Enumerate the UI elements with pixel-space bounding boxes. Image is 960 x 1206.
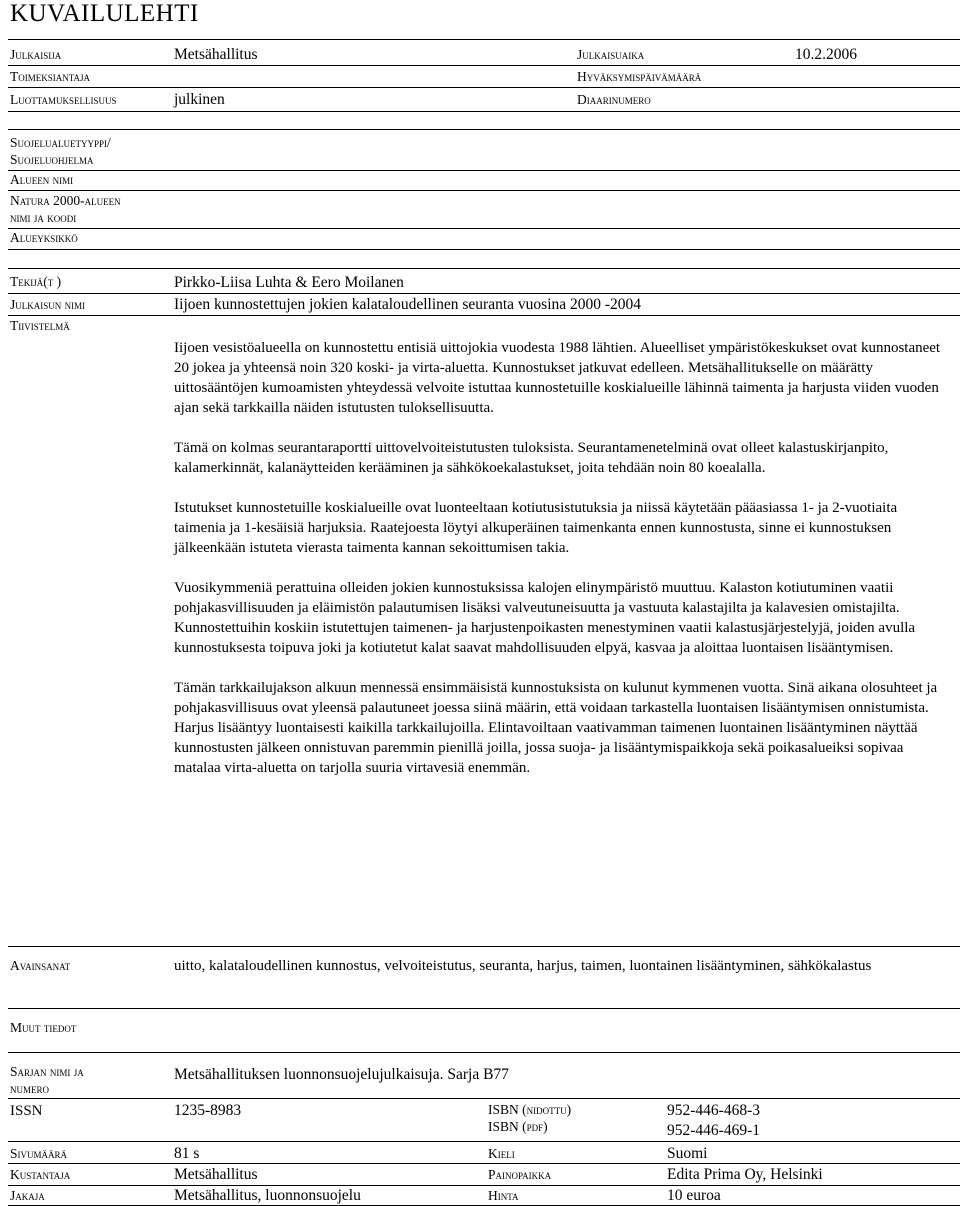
tekija-value: Pirkko-Liisa Luhta & Eero Moilanen (174, 274, 404, 291)
isbn-nidottu-label: ISBN (nidottu) (488, 1102, 572, 1117)
abstract-paragraph-5: Tämän tarkkailujakson alkuun mennessä ensimmäisistä kunnostuksista on kulunut kymmenen vuotta. Sinä aikana olosuhteet ja pohjakasvillisuus ovat yleensä palautuneet joessa siinä määrin, että voidaan tarkastella luontaisen lisääntymisen onnistumista. Harjus lisääntyy luontaisesti kaikilla tarkkailujoilla. Elintavoiltaan vaativamman taimenen luontainen lisääntyminen näyttää kunnostusten jälkeen onnistuvan paremmin pienillä joilla, jossa suoja- ja lisääntymispaikkoja sekä poikasalueiksi sopivaa matalaa virta-aluetta on tarjolla suuria virtavesiä enemmän. (174, 680, 938, 776)
julkaisija-value: Metsähallitus (174, 46, 258, 63)
luottamuksellisuus-value: julkinen (174, 91, 225, 108)
header-bottom-rule (8, 111, 960, 112)
luottamuksellisuus-label: Luottamuksellisuus (10, 92, 117, 107)
suojelualuetyyppi-label-1: Suojelualuetyyppi/ (10, 135, 111, 150)
kustantaja-value: Metsähallitus (174, 1166, 258, 1183)
sivumaara-value: 81 s (174, 1145, 200, 1162)
isbn-pdf-value: 952-446-469-1 (667, 1122, 760, 1139)
abstract-paragraph-4: Vuosikymmeniä perattuina olleiden jokien kunnostuksissa kalojen elinympäristö muuttuu. Kalaston kotiutuminen vaatii pohjakasvillisuuden ja eläimistön palautumisen lisäksi valveutuneisuutta ja vastuuta kalastajilta ja kalavesien omistajilta. Kunnostettuihin koskiin istutettujen taimenen- ja harjustenpoikasten menestyminen vaatii kalastusjärjestelyjä, joiden avulla kunnostuksesta toipuva joki ja kotiutetut kalat saavat mahdollisuuden elpyä, kasvaa ja aloittaa luontaisen lisääntymisen. (174, 580, 916, 656)
alueyksikko-label: Alueyksikkö (10, 230, 78, 245)
natura-label-1: Natura 2000-alueen (10, 193, 121, 208)
footer-rule-2 (8, 1052, 960, 1053)
julkaisuaika-label: Julkaisuaika (577, 47, 645, 62)
abstract-paragraph-3: Istutukset kunnostetuille koskialueille ovat luonteeltaan kotiutusistutuksia ja niissä käytetään pääasiassa 1- ja 2-vuotiaita taimenia ja 1-kesäisiä harjuksia. Raatejoesta löytyi alkuperäinen taimenkanta ennen kunnostusta, sinne ei kunnostuksen jälkeenkään istuteta vierasta taimenta kannan sekoittumisen takia. (174, 500, 898, 556)
isbn-pdf-label: ISBN (pdf) (488, 1119, 548, 1134)
diaarinumero-label: Diaarinumero (577, 92, 651, 107)
header-rule-2 (8, 87, 960, 88)
footer-rule-6 (8, 1185, 960, 1186)
area-rule-2 (8, 190, 960, 191)
julkaisija-label: Julkaisija (10, 47, 62, 62)
area-top-rule (8, 129, 960, 130)
hinta-label: Hinta (488, 1188, 519, 1203)
publication-rule-2 (8, 315, 960, 316)
footer-rule-4 (8, 1141, 960, 1142)
kieli-label: Kieli (488, 1146, 515, 1161)
hinta-value: 10 euroa (667, 1187, 721, 1204)
hyvaksymispaivamaara-label: Hyväksymispäivämäärä (577, 69, 702, 84)
footer-rule-3 (8, 1098, 960, 1099)
painopaikka-value: Edita Prima Oy, Helsinki (667, 1166, 823, 1183)
abstract-paragraph-1: Iijoen vesistöalueella on kunnostettu entisiä uittojokia vuodesta 1988 lähtien. Alueelliset ympäristökeskukset ovat kunnostaneet 20 jokea ja yhteensä noin 320 koski- ja virta-aluetta. Kunnostukset jatkuvat edelleen. Metsähallitukselle on määrätty uittosääntöjen kumoamisten yhteydessä velvoite istuttaa kunnostetuille koskialueille lähinnä taimenta ja harjusta viiden vuoden ajan sekä tarkkailla näiden istutusten tuloksellisuutta. (174, 340, 941, 416)
header-top-rule (8, 39, 960, 40)
sarjan-nimi-value: Metsähallituksen luonnonsuojelujulkaisuja. Sarja B77 (174, 1066, 509, 1083)
kustantaja-label: Kustantaja (10, 1167, 71, 1182)
natura-label-2: nimi ja koodi (10, 210, 77, 225)
julkaisun-nimi-label: Julkaisun nimi (10, 297, 86, 312)
abstract-paragraph-2: Tämä on kolmas seurantaraportti uittovelvoiteistutusten tuloksista. Seurantamenetelminä ovat olleet kalastuskirjanpito, kalamerkinnät, kalanäytteiden kerääminen ja sähkökoekalastukset, joita tehdään noin 80 koealalla. (174, 440, 889, 476)
area-bottom-rule (8, 249, 960, 250)
footer-rule-1 (8, 1008, 960, 1009)
sarjan-nimi-label-2: numero (10, 1081, 50, 1096)
muut-tiedot-label: Muut tiedot (10, 1020, 77, 1035)
toimeksiantaja-label: Toimeksiantaja (10, 69, 91, 84)
julkaisuaika-value: 10.2.2006 (795, 46, 857, 63)
abstract (174, 338, 944, 798)
issn-label: ISSN (10, 1103, 43, 1119)
julkaisun-nimi-value: Iijoen kunnostettujen jokien kalataloudellinen seuranta vuosina 2000 -2004 (174, 296, 642, 313)
suojelualuetyyppi-label-2: Suojeluohjelma (10, 152, 94, 167)
avainsanat-label: Avainsanat (10, 958, 71, 973)
jakaja-label: Jakaja (10, 1188, 45, 1203)
alueen-nimi-label: Alueen nimi (10, 172, 74, 187)
kieli-value: Suomi (667, 1145, 708, 1162)
tekija-label: Tekijä(t ) (10, 274, 62, 289)
publication-rule-1 (8, 293, 960, 294)
area-rule-1 (8, 170, 960, 171)
footer-top-rule (8, 946, 960, 947)
issn-value: 1235-8983 (174, 1102, 242, 1119)
sivumaara-label: Sivumäärä (10, 1146, 68, 1161)
isbn-nidottu-value: 952-446-468-3 (667, 1102, 760, 1119)
avainsanat-value: uitto, kalataloudellinen kunnostus, velvoiteistutus, seuranta, harjus, taimen, luontainen lisääntyminen, sähkökalastus (174, 958, 872, 974)
painopaikka-label: Painopaikka (488, 1167, 552, 1182)
header-rule-1 (8, 65, 960, 66)
footer-rule-5 (8, 1163, 960, 1164)
tiivistelma-label: Tiivistelmä (10, 318, 70, 333)
sarjan-nimi-label-1: Sarjan nimi ja (10, 1064, 84, 1079)
jakaja-value: Metsähallitus, luonnonsuojelu (174, 1187, 361, 1204)
document-title: KUVAILULEHTI (10, 0, 199, 27)
area-rule-3 (8, 228, 960, 229)
publication-top-rule (8, 268, 960, 269)
